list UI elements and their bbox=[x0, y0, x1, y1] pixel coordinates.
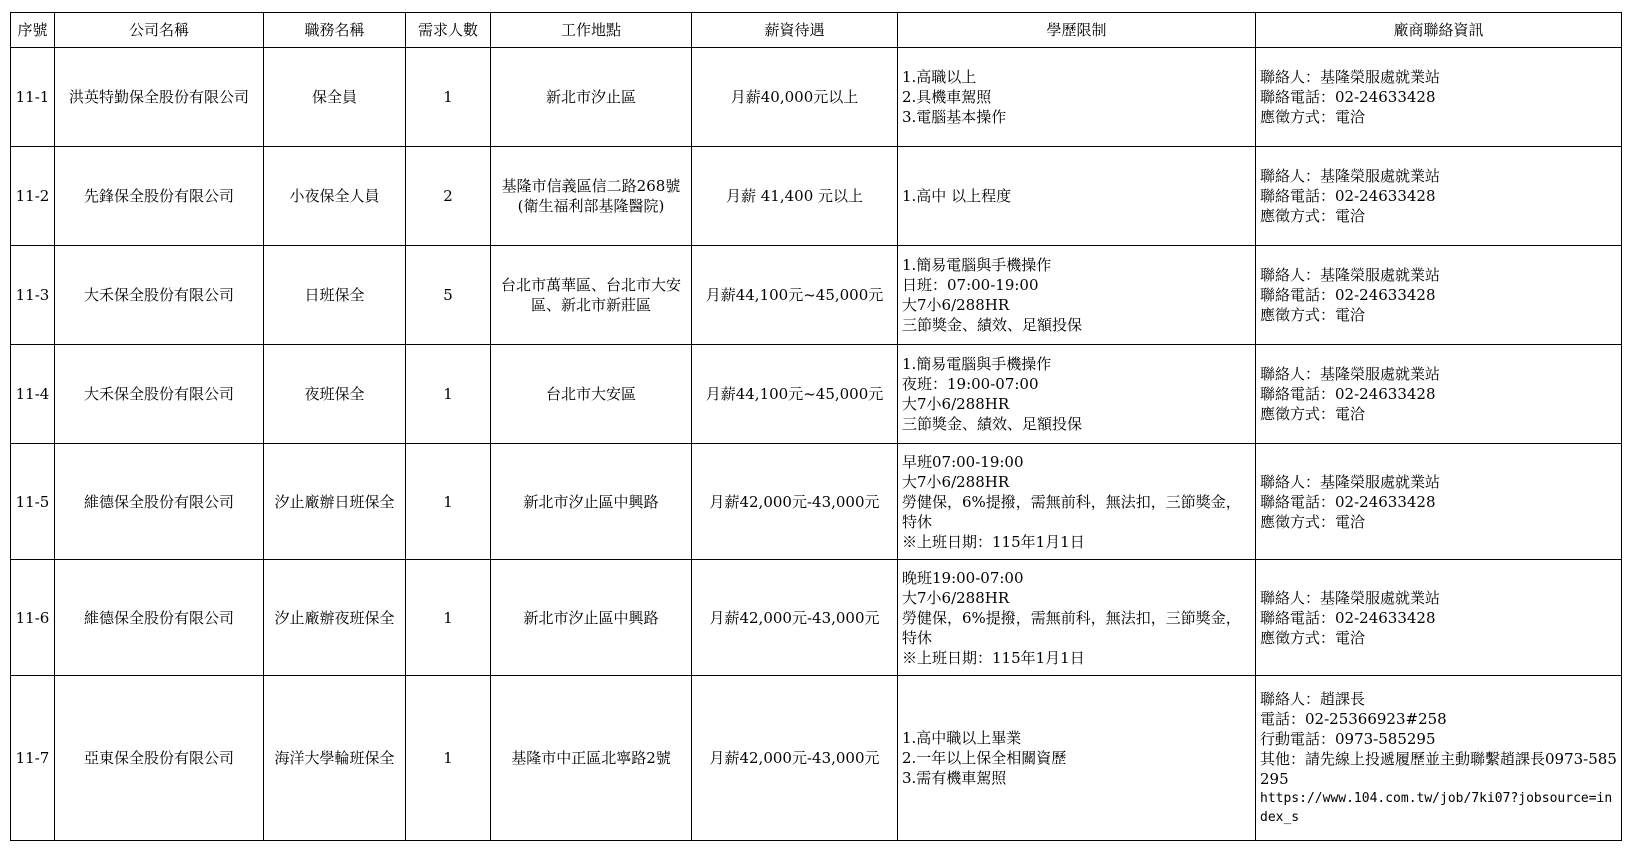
cell-job: 海洋大學輪班保全 bbox=[264, 676, 406, 841]
table-row bbox=[11, 560, 1622, 676]
cell-job: 小夜保全人員 bbox=[264, 147, 406, 246]
cell-requirements: 1.簡易電腦與手機操作 日班：07:00-19:00 大7小6/288HR 三節獎金、績效、足額投保 bbox=[898, 246, 1256, 345]
cell-requirements: 早班07:00-19:00 大7小6/288HR 勞健保，6%提撥，需無前科，無法扣，三節獎金，特休 ※上班日期：115年1月1日 bbox=[898, 444, 1256, 560]
cell-company: 洪英特勤保全股份有限公司 bbox=[55, 48, 264, 147]
cell-requirements: 晚班19:00-07:00 大7小6/288HR 勞健保，6%提撥，需無前科，無法扣，三節獎金，特休 ※上班日期：115年1月1日 bbox=[898, 560, 1256, 676]
header-salary: 薪資待遇 bbox=[692, 13, 898, 48]
cell-no: 11-5 bbox=[11, 444, 55, 560]
table-row bbox=[11, 147, 1622, 246]
table-row bbox=[11, 345, 1622, 444]
cell-salary: 月薪44,100元~45,000元 bbox=[692, 345, 898, 444]
cell-salary: 月薪42,000元-43,000元 bbox=[692, 444, 898, 560]
cell-contact: 聯絡人：基隆榮服處就業站 聯絡電話：02-24633428 應徵方式：電洽 bbox=[1256, 48, 1622, 147]
job-listing-table bbox=[10, 12, 1622, 841]
cell-company: 大禾保全股份有限公司 bbox=[55, 345, 264, 444]
table-row bbox=[11, 444, 1622, 560]
cell-company: 亞東保全股份有限公司 bbox=[55, 676, 264, 841]
cell-requirements: 1.高中職以上畢業 2.一年以上保全相關資歷 3.需有機車駕照 bbox=[898, 676, 1256, 841]
cell-count: 1 bbox=[406, 48, 491, 147]
cell-salary: 月薪40,000元以上 bbox=[692, 48, 898, 147]
cell-count: 1 bbox=[406, 345, 491, 444]
cell-no: 11-2 bbox=[11, 147, 55, 246]
cell-count: 1 bbox=[406, 560, 491, 676]
cell-location: 新北市汐止區中興路 bbox=[491, 444, 692, 560]
cell-contact: 聯絡人：基隆榮服處就業站 聯絡電話：02-24633428 應徵方式：電洽 bbox=[1256, 444, 1622, 560]
cell-company: 維德保全股份有限公司 bbox=[55, 444, 264, 560]
cell-count: 1 bbox=[406, 444, 491, 560]
cell-no: 11-6 bbox=[11, 560, 55, 676]
header-location: 工作地點 bbox=[491, 13, 692, 48]
contact-url-link[interactable]: https://www.104.com.tw/job/7ki07?jobsource=index_s bbox=[1260, 791, 1613, 825]
cell-job: 保全員 bbox=[264, 48, 406, 147]
cell-no: 11-3 bbox=[11, 246, 55, 345]
cell-contact: 聯絡人：基隆榮服處就業站 聯絡電話：02-24633428 應徵方式：電洽 bbox=[1256, 345, 1622, 444]
cell-requirements: 1.簡易電腦與手機操作 夜班：19:00-07:00 大7小6/288HR 三節獎金、績效、足額投保 bbox=[898, 345, 1256, 444]
cell-contact: 聯絡人：基隆榮服處就業站 聯絡電話：02-24633428 應徵方式：電洽 bbox=[1256, 560, 1622, 676]
cell-requirements: 1.高中 以上程度 bbox=[898, 147, 1256, 246]
contact-text: 聯絡人：趙課長 電話：02-25366923#258 行動電話：0973-585295 其他：請先線上投遞履歷並主動聯繫趙課長0973-585295 bbox=[1260, 690, 1617, 788]
cell-salary: 月薪 41,400 元以上 bbox=[692, 147, 898, 246]
header-job: 職務名稱 bbox=[264, 13, 406, 48]
cell-location: 台北市大安區 bbox=[491, 345, 692, 444]
cell-no: 11-7 bbox=[11, 676, 55, 841]
header-requirements: 學歷限制 bbox=[898, 13, 1256, 48]
cell-no: 11-4 bbox=[11, 345, 55, 444]
cell-job: 汐止廠辦夜班保全 bbox=[264, 560, 406, 676]
cell-job: 日班保全 bbox=[264, 246, 406, 345]
cell-requirements: 1.高職以上 2.具機車駕照 3.電腦基本操作 bbox=[898, 48, 1256, 147]
cell-company: 維德保全股份有限公司 bbox=[55, 560, 264, 676]
cell-no: 11-1 bbox=[11, 48, 55, 147]
cell-company: 大禾保全股份有限公司 bbox=[55, 246, 264, 345]
table-row bbox=[11, 676, 1622, 841]
header-contact: 廠商聯絡資訊 bbox=[1256, 13, 1622, 48]
cell-contact: 聯絡人：基隆榮服處就業站 聯絡電話：02-24633428 應徵方式：電洽 bbox=[1256, 246, 1622, 345]
cell-contact: 聯絡人：基隆榮服處就業站 聯絡電話：02-24633428 應徵方式：電洽 bbox=[1256, 147, 1622, 246]
cell-job: 汐止廠辦日班保全 bbox=[264, 444, 406, 560]
cell-count: 1 bbox=[406, 676, 491, 841]
table-row bbox=[11, 48, 1622, 147]
table-row bbox=[11, 246, 1622, 345]
header-no: 序號 bbox=[11, 13, 55, 48]
cell-location: 基隆市信義區信二路268號 (衛生福利部基隆醫院) bbox=[491, 147, 692, 246]
cell-location: 新北市汐止區中興路 bbox=[491, 560, 692, 676]
cell-job: 夜班保全 bbox=[264, 345, 406, 444]
cell-salary: 月薪42,000元-43,000元 bbox=[692, 676, 898, 841]
cell-location: 新北市汐止區 bbox=[491, 48, 692, 147]
cell-salary: 月薪42,000元-43,000元 bbox=[692, 560, 898, 676]
cell-salary: 月薪44,100元~45,000元 bbox=[692, 246, 898, 345]
header-company: 公司名稱 bbox=[55, 13, 264, 48]
cell-location: 台北市萬華區、台北市大安區、新北市新莊區 bbox=[491, 246, 692, 345]
cell-company: 先鋒保全股份有限公司 bbox=[55, 147, 264, 246]
header-row bbox=[11, 13, 1622, 48]
cell-count: 2 bbox=[406, 147, 491, 246]
cell-contact bbox=[1256, 676, 1622, 841]
cell-location: 基隆市中正區北寧路2號 bbox=[491, 676, 692, 841]
header-count: 需求人數 bbox=[406, 13, 491, 48]
cell-count: 5 bbox=[406, 246, 491, 345]
